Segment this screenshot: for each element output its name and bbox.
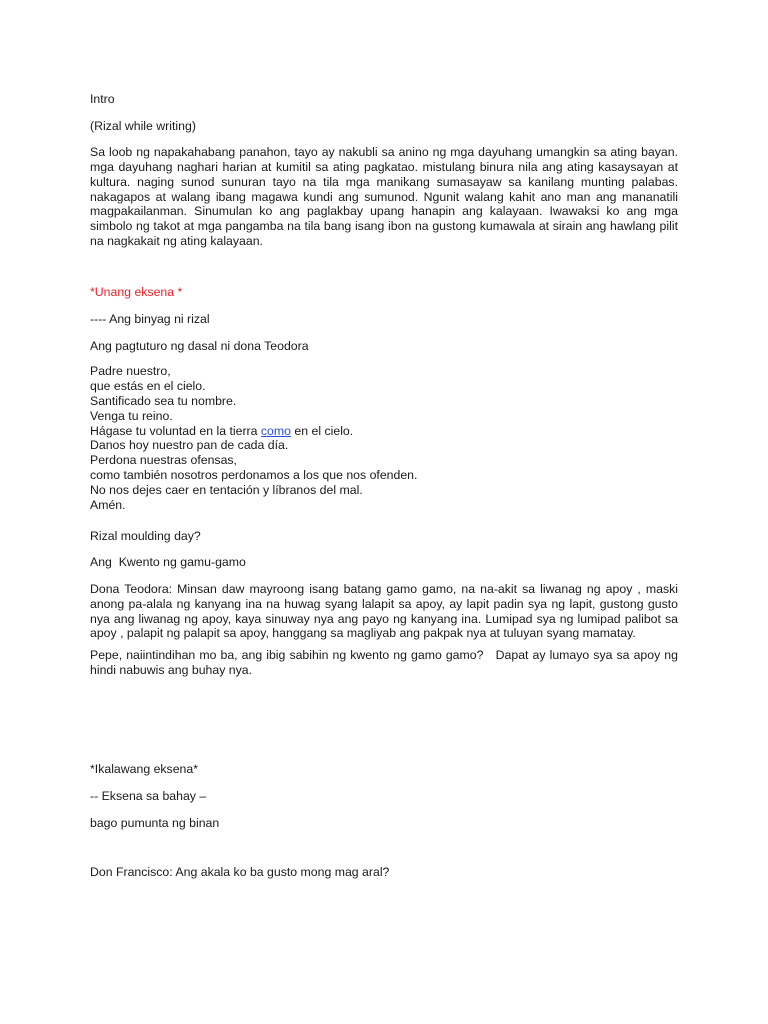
prayer-line-end: en el cielo.	[290, 423, 354, 438]
pepe-paragraph: Pepe, naiintindihan mo ba, ang ibig sabihin ng kwento ng gamo gamo? Dapat ay lumayo sya sa apoy ng hindi nabuwis ang buhay nya.	[90, 648, 682, 678]
scene1-line2: Ang pagtuturo ng dasal ni dona Teodora	[90, 338, 309, 353]
scene2-line2: bago pumunta ng binan	[90, 816, 220, 830]
intro-paragraph: Sa loob ng napakahabang panahon, tayo ay nakubli sa anino ng mga dayuhang umangkin sa ating bayan. mga dayuhang naghari harian at kumitil sa ating pagkatao. mistulang binura nila ang ating kasaysayan at kultura. naging sunod sunuran tayo na tila mga manikang sumasayaw sa kanilang munting palabas. nakagapos at walang ibang magawa kundi ang sumunod. Ngunit walang kahit ano man ang mananatili magpakailanman. Sinumulan ko ang paglakbay upang hanapin ang kalayaan. Iwawaksi ko ang mga simbolo ng takot at mga pangamba na tila bang isang ibon na gustong kumawala at sirain ang hawlang pilit na nagkakait ng ating kalayaan.	[90, 144, 678, 249]
prayer-line	[90, 424, 678, 439]
scene1-title: *Unang eksena *	[90, 285, 183, 300]
don-francisco-line: Don Francisco: Ang akala ko ba gusto mong mag aral?	[90, 864, 390, 879]
prayer-line: Santificado sea tu nombre.	[90, 393, 237, 408]
prayer-line-start: Hágase tu voluntad en la tierra	[90, 423, 261, 438]
prayer-line: como también nosotros perdonamos a los que nos ofenden.	[90, 468, 418, 483]
intro-subheading: (Rizal while writing)	[90, 118, 196, 133]
document-page	[90, 92, 682, 880]
prayer-line: No nos dejes caer en tentación y líbranos del mal.	[90, 483, 363, 498]
intro-heading: Intro	[90, 92, 115, 106]
scene1-line1: ---- Ang binyag ni rizal	[90, 312, 210, 327]
prayer-line: Padre nuestro,	[90, 363, 171, 378]
prayer-line: Amén.	[90, 498, 126, 513]
como-link[interactable]: como	[260, 423, 291, 438]
scene2-title: *Ikalawang eksena*	[90, 762, 199, 777]
prayer-line: Venga tu reino.	[90, 408, 173, 423]
prayer-block	[90, 364, 678, 513]
scene1-line3: Rizal moulding day?	[90, 528, 201, 543]
scene2-line1: -- Eksena sa bahay –	[90, 789, 207, 804]
prayer-line: que estás en el cielo.	[90, 378, 206, 393]
scene1-line4: Ang Kwento ng gamu-gamo	[90, 554, 246, 569]
prayer-line: Danos hoy nuestro pan de cada día.	[90, 438, 289, 453]
prayer-line: Perdona nuestras ofensas,	[90, 453, 237, 468]
dona-teodora-paragraph: Dona Teodora: Minsan daw mayroong isang batang gamo gamo, na na-akit sa liwanag ng apoy , maski anong pa-alala ng kanyang ina na huwag syang lalapit sa apoy, ay lapit padin sya ng lapit, gustong gusto nya ang liwanag ng apoy, kaya sinuway nya ang payo ng kanyang ina. Lumipad sya ng lumipad palibot sa apoy , palapit ng palapit sa apoy, hanggang sa magliyab ang pakpak nya at tuluyan syang mamatay.	[90, 581, 678, 641]
